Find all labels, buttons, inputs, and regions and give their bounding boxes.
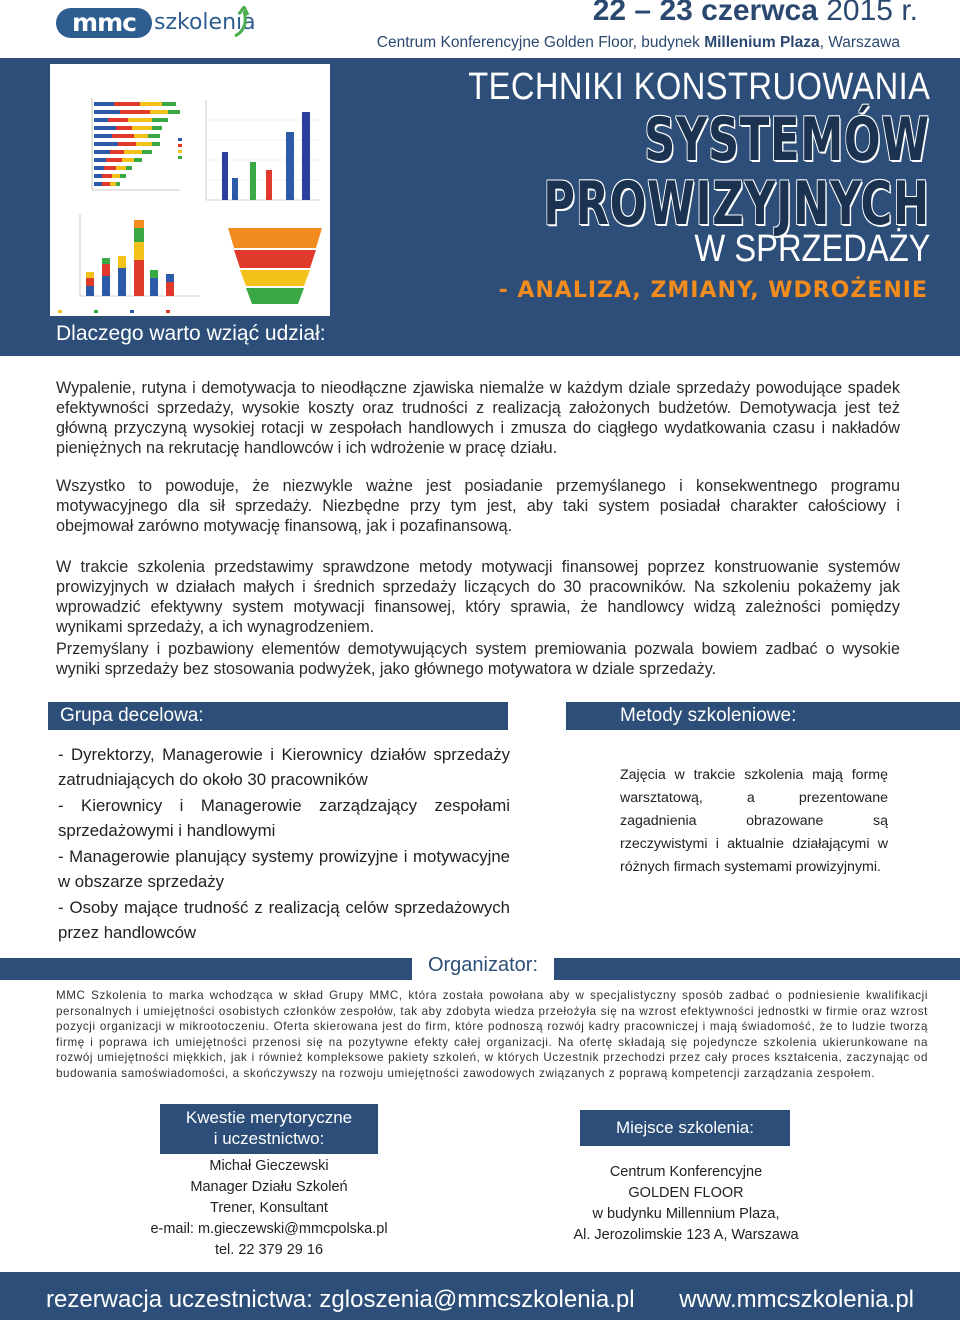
intro-paragraph-3: W trakcie szkolenia przedstawimy sprawdzone metody motywacji finansowej poprzez konstruowanie systemów prowizyjnych w działach małych i średnich sprzedaży liczących do 30 pracowników. Na szkoleniu pokażemy jak wprowadzić efektywny system motywacji finansowej, który sprawia, że handlowcy widzą zależności pomiędzy wynikami sprzedaży, a ich wynagrodzeniem. — [56, 558, 900, 636]
contact-role-2: Trener, Konsultant — [210, 1200, 328, 1216]
methods-heading: Metody szkoleniowe: — [566, 702, 960, 730]
footer-registration-email[interactable]: rezerwacja uczestnictwa: zgloszenia@mmcszkolenia.pl — [46, 1286, 635, 1313]
logo-szkolenia-text: szkolenia — [154, 10, 256, 35]
place-heading: Miejsce szkolenia: — [580, 1110, 790, 1146]
place-line-4: Al. Jerozolimskie 123 A, Warszawa — [573, 1227, 799, 1243]
footer-website-link[interactable]: www.mmcszkolenia.pl — [679, 1286, 914, 1313]
organizer-bar-right — [554, 958, 960, 980]
place-line-2: GOLDEN FLOOR — [628, 1185, 744, 1201]
footer-bar — [0, 1272, 960, 1320]
venue-building: Millenium Plaza — [704, 34, 820, 51]
contact-phone: tel. 22 379 29 16 — [214, 1242, 324, 1258]
contact-details — [130, 1156, 408, 1261]
target-group-item: - Osoby mające trudność z realizacją celów sprzedażowych przez handlowców — [58, 898, 510, 942]
event-date-year: 2015 r. — [826, 0, 918, 27]
title-line-2: SYSTEMÓW — [644, 105, 930, 175]
logo-mmc-text: mmc — [56, 8, 152, 38]
target-group-list — [58, 742, 510, 946]
contact-heading-line-1: Kwestie merytoryczne — [185, 1108, 353, 1127]
event-date — [593, 0, 918, 28]
place-line-3: w budynku Millennium Plaza, — [592, 1206, 780, 1222]
logo-arrow-icon — [232, 6, 250, 40]
contact-role-1: Manager Działu Szkoleń — [190, 1179, 348, 1195]
organizer-heading: Organizator: — [427, 954, 539, 976]
target-group-heading: Grupa decelowa: — [48, 702, 508, 730]
contact-email[interactable]: e-mail: m.gieczewski@mmcpolska.pl — [150, 1221, 388, 1237]
intro-paragraph-4: Przemyślany i pozbawiony elementów demotywujących system premiowania pozwala bowiem zadbać o wysokie wyniki sprzedaży bez stosowania podwyżek, jako głównego motywatora w dziale sprzedaży. — [56, 640, 900, 678]
methods-text: Zajęcia w trakcie szkolenia mają formę warsztatową, a prezentowane zagadnienia obrazowane są rzeczywistymi i aktualnie działającymi w różnych firmach systemami prowizyjnymi. — [620, 767, 888, 875]
contact-name: Michał Gieczewski — [209, 1158, 329, 1174]
contact-heading — [160, 1104, 378, 1154]
contact-heading-line-2: i uczestnictwo: — [213, 1129, 325, 1148]
place-line-1: Centrum Konferencyjne — [609, 1164, 763, 1180]
intro-paragraph-1: Wypalenie, rutyna i demotywacja to nieodłączne zjawiska niemalże w każdym dziale sprzedaży powodujące spadek efektywności sprzedaży, wysokie koszty oraz trudności z realizacją założonych budżetów. Demotywacja jest też główną przyczyną wysokiej rotacji w zespołach handlowych i zmusza do ciągłego wydatkowania czasu i nakładów pieniężnych na rekrutację handlowców i ich wdrożenie w pracę działu. — [56, 379, 900, 457]
event-date-days: 22 – 23 czerwca — [592, 0, 818, 27]
intro-paragraph-2: Wszystko to powoduje, że niezwykle ważne jest posiadanie przemyślanego i konsekwentnego programu motywacyjnego dla sił sprzedaży. Niezbędne przy tym jest, aby taki system posiadał charakter całościowy i obejmował zarówno motywację finansową, jak i pozafinansową. — [56, 477, 900, 535]
organizer-bar — [0, 954, 960, 980]
organizer-bar-left — [0, 958, 412, 980]
title-subtitle: - ANALIZA, ZMIANY, WDROŻENIE — [498, 278, 928, 303]
title-main — [543, 105, 930, 239]
target-group-item: - Managerowie planujący systemy prowizyjne i motywacyjne w obszarze sprzedaży — [58, 847, 510, 891]
title-line-3: PROWIZYJNYCH — [543, 169, 930, 239]
mmc-logo — [56, 6, 256, 40]
organizer-text: MMC Szkolenia to marka wchodząca w skład Grupy MMC, która została powołana aby w specjalistyczny sposób zadbać o podniesienie kwalifikacji personalnych i umiejętności osobistych członków zespołów, tak aby zdobyta wiedza przełożyła się na wzrost efektywności jednostki w firmie oraz wzrost pozycji organizacji w mikrootoczeniu. Oferta skierowana jest do firm, które podnoszą rozwój kadry pracowniczej i mają świadomość, że to ludzie tworzą firmę i poprawa ich umiejętności przenosi się na pozytywne efekty całej organizacji. Na ofertę składają się pojedyncze szkolenia ukierunkowane na rozwój umiejętności miękkich, jak i również kompleksowe pakiety szkoleń, w których Uczestnik przechodzi przez cały proces kształcenia, zaczynając od budowania samoświadomości, a skończywszy na rozwoju umiejętności zawodowych związanych z poprawą kompetencji zarządzania zespołem. — [56, 989, 928, 1080]
title-line-1: TECHNIKI KONSTRUOWANIA — [467, 66, 930, 108]
title-line-4: W SPRZEDAŻY — [693, 228, 930, 270]
target-group-item: - Kierownicy i Managerowie zarządzający zespołami sprzedażowymi i handlowymi — [58, 796, 510, 840]
venue-prefix: Centrum Konferencyjne Golden Floor, budynek — [376, 34, 705, 51]
venue-suffix: , Warszawa — [819, 34, 900, 51]
event-venue — [377, 34, 900, 52]
target-group-item: - Dyrektorzy, Managerowie i Kierownicy działów sprzedaży zatrudniających do około 30 pracowników — [58, 745, 510, 789]
why-heading: Dlaczego warto wziąć udział: — [56, 322, 326, 345]
decorative-charts-illustration — [50, 64, 330, 316]
place-details — [554, 1162, 818, 1246]
